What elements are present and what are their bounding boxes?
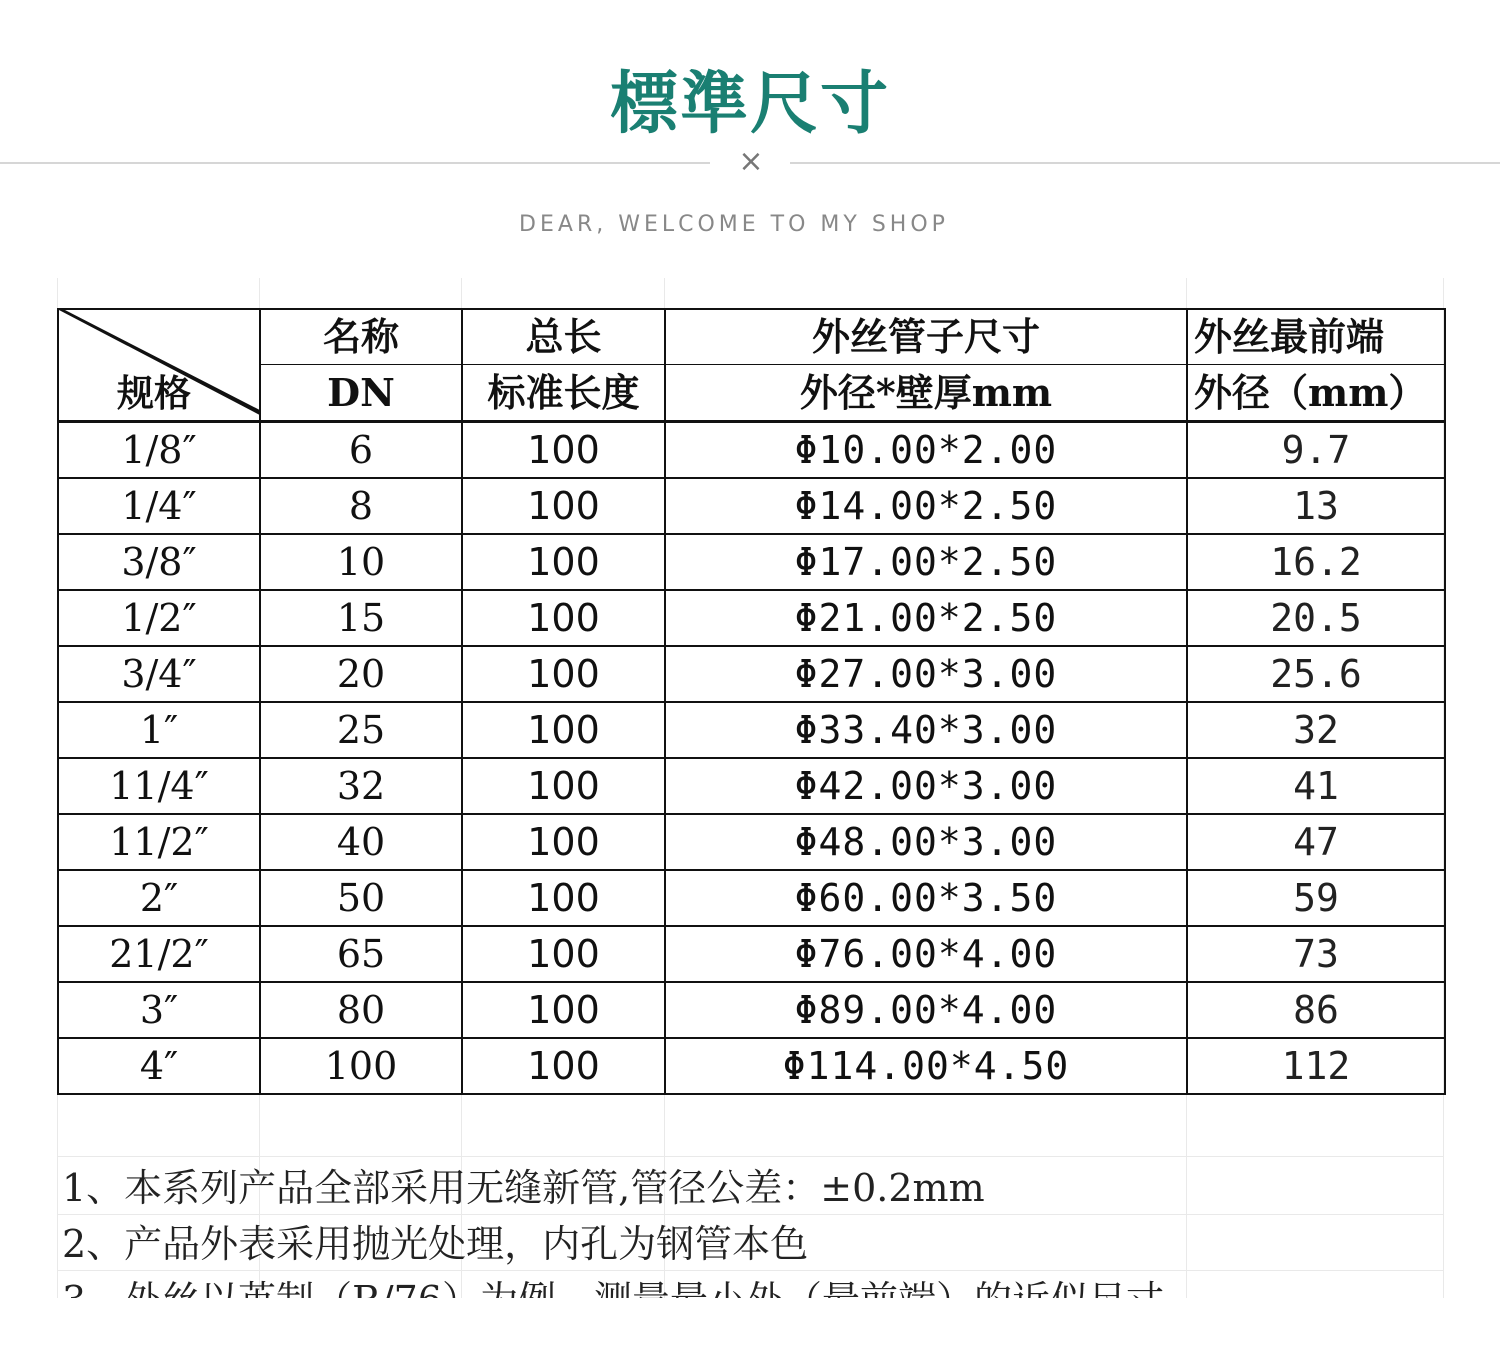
cell-dn: 10 xyxy=(260,534,462,590)
table-row xyxy=(58,534,1445,590)
corner-header-cell xyxy=(58,309,260,422)
cell-tip: 73 xyxy=(1187,926,1445,982)
cell-spec: 1/2″ xyxy=(58,590,260,646)
cell-pipe: Φ33.40*3.00 xyxy=(665,702,1187,758)
cell-length: 100 xyxy=(462,982,665,1038)
table-row xyxy=(58,814,1445,870)
table-row xyxy=(58,758,1445,814)
cell-tip: 41 xyxy=(1187,758,1445,814)
header-pipe: 外丝管子尺寸 xyxy=(665,309,1187,365)
table-row xyxy=(58,1038,1445,1094)
cell-pipe: Φ14.00*2.50 xyxy=(665,478,1187,534)
table-row xyxy=(58,926,1445,982)
table-row xyxy=(58,422,1445,479)
cell-dn: 65 xyxy=(260,926,462,982)
grid-line xyxy=(57,1156,1444,1157)
cell-spec: 3″ xyxy=(58,982,260,1038)
cell-length: 100 xyxy=(462,926,665,982)
cell-dn: 8 xyxy=(260,478,462,534)
cell-spec: 4″ xyxy=(58,1038,260,1094)
table-row xyxy=(58,702,1445,758)
header-row-2 xyxy=(58,365,1445,422)
cell-spec: 1/4″ xyxy=(58,478,260,534)
cell-spec: 3/8″ xyxy=(58,534,260,590)
cell-tip: 9.7 xyxy=(1187,422,1445,479)
cell-tip: 13 xyxy=(1187,478,1445,534)
cell-tip: 25.6 xyxy=(1187,646,1445,702)
cell-length: 100 xyxy=(462,478,665,534)
cell-tip: 112 xyxy=(1187,1038,1445,1094)
table-row xyxy=(58,646,1445,702)
header-dn: DN xyxy=(260,365,462,422)
cell-pipe: Φ48.00*3.00 xyxy=(665,814,1187,870)
cell-pipe: Φ114.00*4.50 xyxy=(665,1038,1187,1094)
corner-label: 规格 xyxy=(117,371,191,415)
header-tip-od: 外径（mm） xyxy=(1187,365,1445,422)
note-1: 1、本系列产品全部采用无缝新管,管径公差：±0.2mm xyxy=(62,1166,985,1210)
bottom-cutoff xyxy=(0,1298,1500,1352)
cell-spec: 3/4″ xyxy=(58,646,260,702)
cell-pipe: Φ17.00*2.50 xyxy=(665,534,1187,590)
cell-length: 100 xyxy=(462,534,665,590)
cell-tip: 86 xyxy=(1187,982,1445,1038)
cell-pipe: Φ27.00*3.00 xyxy=(665,646,1187,702)
header-name: 名称 xyxy=(260,309,462,365)
header-length: 总长 xyxy=(462,309,665,365)
cell-length: 100 xyxy=(462,646,665,702)
cell-spec: 1/8″ xyxy=(58,422,260,479)
divider-right xyxy=(790,162,1500,164)
cell-length: 100 xyxy=(462,870,665,926)
page-title: 標準尺寸 xyxy=(609,64,890,144)
cell-dn: 100 xyxy=(260,1038,462,1094)
table-row xyxy=(58,590,1445,646)
cell-spec: 21/2″ xyxy=(58,926,260,982)
spec-table xyxy=(57,308,1446,1095)
cell-spec: 2″ xyxy=(58,870,260,926)
divider-left xyxy=(0,162,710,164)
cell-length: 100 xyxy=(462,1038,665,1094)
cell-pipe: Φ76.00*4.00 xyxy=(665,926,1187,982)
cell-length: 100 xyxy=(462,702,665,758)
cell-length: 100 xyxy=(462,758,665,814)
cell-dn: 25 xyxy=(260,702,462,758)
header-tip: 外丝最前端 xyxy=(1187,309,1445,365)
cell-pipe: Φ89.00*4.00 xyxy=(665,982,1187,1038)
cell-dn: 32 xyxy=(260,758,462,814)
cell-dn: 80 xyxy=(260,982,462,1038)
cell-length: 100 xyxy=(462,422,665,479)
cell-tip: 47 xyxy=(1187,814,1445,870)
header-row-1 xyxy=(58,309,1445,365)
cell-dn: 6 xyxy=(260,422,462,479)
table-row xyxy=(58,870,1445,926)
cell-tip: 20.5 xyxy=(1187,590,1445,646)
table-row xyxy=(58,982,1445,1038)
header-od-wall: 外径*壁厚mm xyxy=(665,365,1187,422)
cell-pipe: Φ42.00*3.00 xyxy=(665,758,1187,814)
cell-spec: 11/4″ xyxy=(58,758,260,814)
cell-dn: 20 xyxy=(260,646,462,702)
cell-dn: 40 xyxy=(260,814,462,870)
cell-dn: 50 xyxy=(260,870,462,926)
cell-pipe: Φ10.00*2.00 xyxy=(665,422,1187,479)
cell-tip: 32 xyxy=(1187,702,1445,758)
cell-spec: 11/2″ xyxy=(58,814,260,870)
cell-dn: 15 xyxy=(260,590,462,646)
table-row xyxy=(58,478,1445,534)
cell-pipe: Φ21.00*2.50 xyxy=(665,590,1187,646)
cell-pipe: Φ60.00*3.50 xyxy=(665,870,1187,926)
close-icon: × xyxy=(738,144,764,179)
cell-length: 100 xyxy=(462,814,665,870)
note-2: 2、产品外表采用抛光处理，内孔为钢管本色 xyxy=(62,1222,809,1266)
header-standard-length: 标准长度 xyxy=(462,365,665,422)
cell-tip: 16.2 xyxy=(1187,534,1445,590)
welcome-subtitle: DEAR, WELCOME TO MY SHOP xyxy=(519,212,949,237)
cell-spec: 1″ xyxy=(58,702,260,758)
cell-tip: 59 xyxy=(1187,870,1445,926)
cell-length: 100 xyxy=(462,590,665,646)
